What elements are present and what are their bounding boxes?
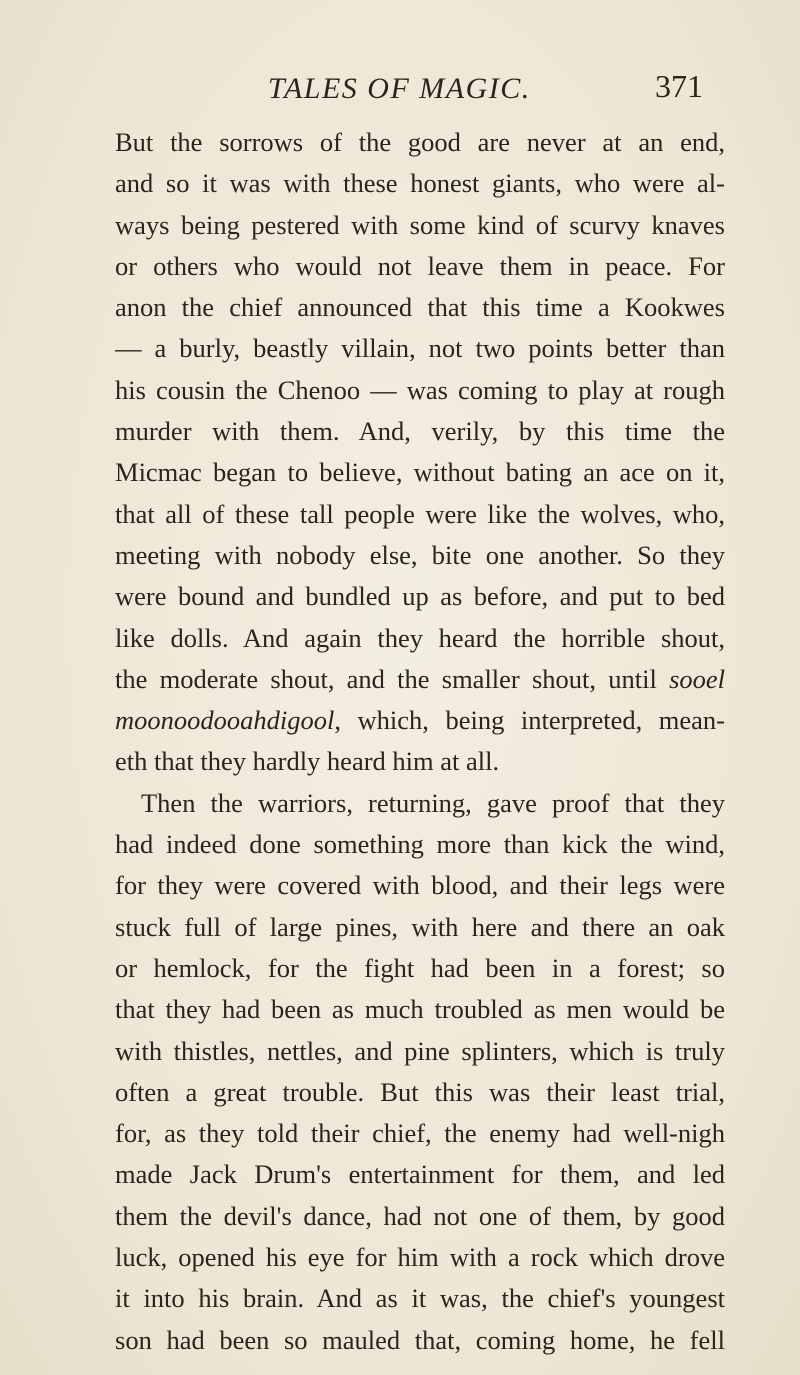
text-span: the moderate shout, and the smaller shout, until xyxy=(115,663,670,694)
text-line: — a burly, beastly villain, not two points better than xyxy=(115,333,725,364)
text-line xyxy=(115,700,725,741)
body-text xyxy=(115,122,725,1361)
text-line: it into his brain. And as it was, the chief's youngest xyxy=(115,1283,725,1314)
text-line: had indeed done something more than kick the wind, xyxy=(115,829,725,860)
italic-word: moonoodooahdigool xyxy=(115,705,335,736)
text-line: his cousin the Chenoo — was coming to play at rough xyxy=(115,374,725,405)
text-line: like dolls. And again they heard the horrible shout, xyxy=(115,622,725,653)
paragraph-end-line: eth that they hardly heard him at all. xyxy=(115,746,500,777)
text-line: and so it was with these honest giants, who were al- xyxy=(115,168,725,199)
running-title: TALES OF MAGIC. xyxy=(268,72,531,105)
text-line: for they were covered with blood, and their legs were xyxy=(115,870,725,901)
text-line: or others who would not leave them in peace. For xyxy=(115,250,725,281)
text-line: made Jack Drum's entertainment for them, and led xyxy=(115,1159,725,1190)
italic-word: sooel xyxy=(669,663,725,694)
text-line: or hemlock, for the fight had been in a forest; so xyxy=(115,952,725,983)
text-line: stuck full of large pines, with here and there an oak xyxy=(115,911,725,942)
text-line: were bound and bundled up as before, and put to bed xyxy=(115,581,725,612)
text-line: meeting with nobody else, bite one another. So they xyxy=(115,539,725,570)
text-line: son had been so mauled that, coming home, he fell xyxy=(115,1324,725,1355)
text-line: But the sorrows of the good are never at an end, xyxy=(115,127,725,157)
text-line: anon the chief announced that this time a Kookwes xyxy=(115,292,725,323)
text-line: that all of these tall people were like the wolves, who, xyxy=(115,498,725,529)
text-line xyxy=(115,659,725,700)
text-span: , which, being interpreted, mean- xyxy=(334,705,725,736)
text-line: often a great trouble. But this was their least trial, xyxy=(115,1076,725,1107)
running-header xyxy=(0,62,800,112)
text-line: murder with them. And, verily, by this time the xyxy=(115,416,725,447)
paragraph-start-line: Then the warriors, returning, gave proof that they xyxy=(141,787,725,818)
text-line: Micmac began to believe, without bating an ace on it, xyxy=(115,457,725,488)
page-number: 371 xyxy=(655,68,703,104)
text-line: with thistles, nettles, and pine splinters, which is truly xyxy=(115,1035,725,1066)
text-line: ways being pestered with some kind of scurvy knaves xyxy=(115,209,725,240)
text-line: luck, opened his eye for him with a rock which drove xyxy=(115,1242,725,1273)
text-line: for, as they told their chief, the enemy had well-nigh xyxy=(115,1118,725,1149)
text-line: them the devil's dance, had not one of them, by good xyxy=(115,1200,725,1231)
text-line: that they had been as much troubled as men would be xyxy=(115,994,725,1025)
